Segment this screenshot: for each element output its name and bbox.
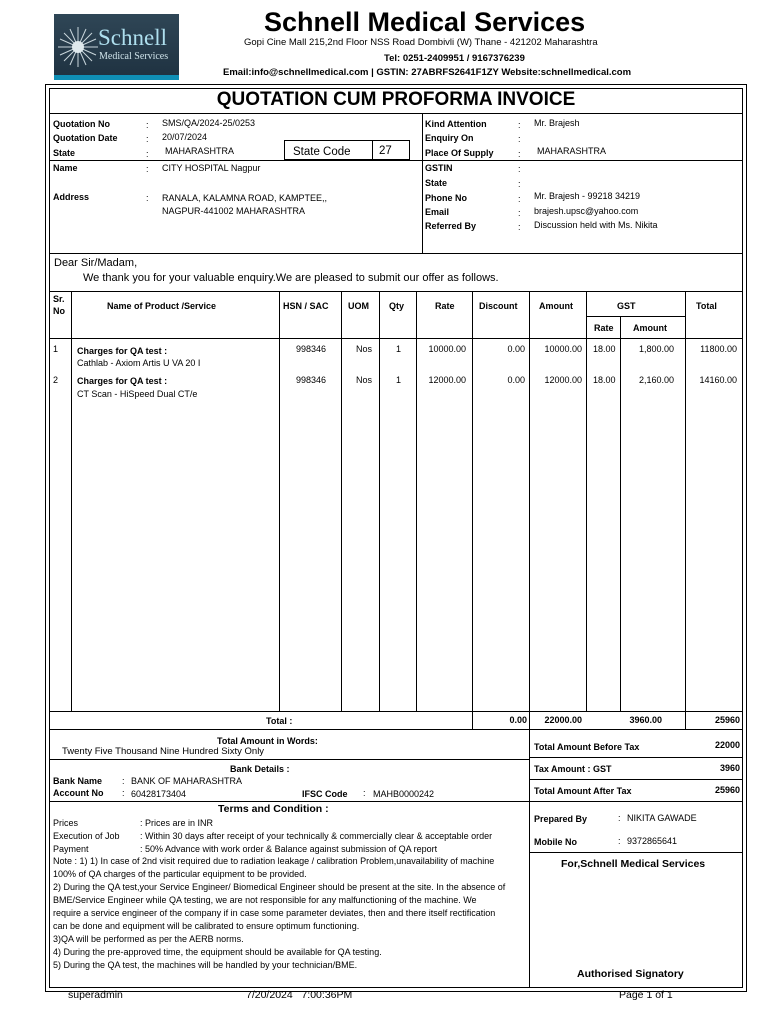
prices-value: : Prices are in INR (140, 818, 214, 828)
colon: : (363, 788, 366, 798)
execution-value: : Within 30 days after receipt of your technically & commercially clear & acceptable order (140, 831, 493, 841)
colon: : (618, 813, 621, 823)
row-qty: 1 (396, 344, 402, 354)
total-discount: 0.00 (509, 715, 527, 725)
name-label: Name (53, 163, 78, 173)
execution-label: Execution of Job (53, 831, 120, 841)
terms-note: Note : 1) 1) In case of 2nd visit required due to radiation leakage / calibration Problem,unavailability of machine (53, 856, 495, 866)
colon: : (518, 222, 521, 232)
terms-note: 4) During the pre-approved time, the equipment should be available for QA testing. (53, 947, 382, 957)
prepared-by-label: Prepared By (534, 814, 588, 824)
referred-by-label: Referred By (425, 221, 477, 231)
kind-attention-value: Mr. Brajesh (534, 118, 580, 128)
row-hsn: 998346 (296, 375, 327, 385)
place-of-supply-label: Place Of Supply (425, 148, 494, 158)
email-value: brajesh.upsc@yahoo.com (534, 206, 639, 216)
customer-name: CITY HOSPITAL Nagpur (162, 163, 261, 173)
logo-strip (54, 75, 179, 80)
tax-label: Tax Amount : GST (534, 764, 612, 774)
terms-heading: Terms and Condition : (218, 803, 329, 815)
payment-value: : 50% Advance with work order & Balance against submission of QA report (140, 844, 438, 854)
col-discount: Discount (479, 301, 518, 311)
colon: : (146, 193, 149, 203)
before-tax-value: 22000 (714, 740, 740, 750)
row-sr: 2 (53, 375, 59, 385)
company-address: Gopi Cine Mall 215,2nd Floor NSS Road Dombivli (W) Thane - 421202 Maharashtra (244, 37, 598, 48)
quotation-date-label: Quotation Date (53, 133, 118, 143)
account-value: 60428173404 (131, 789, 187, 799)
colon: : (618, 836, 621, 846)
greeting: Dear Sir/Madam, (54, 257, 138, 269)
colon: : (518, 149, 521, 159)
mobile-value: 9372865641 (627, 836, 678, 846)
row-gst-rate: 18.00 (593, 375, 616, 385)
footer-datetime: 7/20/2024 7:00:36PM (246, 989, 353, 1001)
doc-title: QUOTATION CUM PROFORMA INVOICE (216, 89, 576, 110)
grand-total: 25960 (714, 715, 740, 725)
bank-heading: Bank Details : (230, 764, 290, 774)
terms-note: require a service engineer of the company if in case some parameter deviates, then and there itself rectification (53, 908, 496, 918)
kind-attention-label: Kind Attention (425, 119, 487, 129)
total-amount: 22000.00 (544, 715, 582, 725)
for-company: For,Schnell Medical Services (561, 858, 706, 870)
email-label: Email (425, 207, 450, 217)
terms-note: 3)QA will be performed as per the AERB norms. (53, 934, 244, 944)
total-gst: 3960.00 (629, 715, 662, 725)
terms-note: can be done and equipment will be calibrated to ensure optimum functioning. (53, 921, 360, 931)
row-sr: 1 (53, 344, 59, 354)
row-discount: 0.00 (507, 344, 525, 354)
row-title: Charges for QA test : (77, 346, 168, 356)
row-total: 11800.00 (700, 344, 737, 354)
row-desc: Cathlab - Axiom Artis U VA 20 I (77, 358, 201, 368)
before-tax-label: Total Amount Before Tax (534, 742, 640, 752)
colon: : (518, 134, 521, 144)
company-logo (54, 14, 179, 80)
logo-subtitle: Medical Services (99, 51, 169, 62)
colon: : (518, 179, 521, 189)
starburst-icon (56, 25, 100, 69)
address-line-2: NAGPUR-441002 MAHARASHTRA (162, 206, 306, 216)
row-amount: 10000.00 (544, 344, 582, 354)
colon: : (518, 164, 521, 174)
colon: : (122, 776, 125, 786)
row-gst-amount: 1,800.00 (638, 344, 674, 354)
col-rate: Rate (435, 301, 455, 311)
col-total: Total (696, 301, 717, 311)
state-label: State (53, 148, 76, 158)
address-line-1: RANALA, KALAMNA ROAD, KAMPTEE,, (162, 193, 328, 203)
quotation-no-value: SMS/QA/2024-25/0253 (162, 118, 256, 128)
phone-value: Mr. Brajesh - 99218 34219 (534, 191, 641, 201)
company-contact: Email:info@schnellmedical.com | GSTIN: 27ABRFS2641F1ZY Website:schnellmedical.com (223, 67, 632, 78)
row-rate: 10000.00 (428, 344, 466, 354)
row-gst-rate: 18.00 (593, 344, 616, 354)
col-uom: UOM (348, 301, 369, 311)
col-gst: GST (617, 301, 636, 311)
state-code-label: State Code (293, 146, 351, 158)
payment-label: Payment (53, 844, 89, 854)
authorised-signatory: Authorised Signatory (577, 968, 684, 980)
row-uom: Nos (356, 344, 373, 354)
prepared-by-value: NIKITA GAWADE (627, 813, 697, 823)
col-hsn: HSN / SAC (283, 301, 329, 311)
after-tax-label: Total Amount After Tax (534, 786, 632, 796)
tax-value: 3960 (719, 763, 740, 773)
colon: : (518, 120, 521, 130)
col-gst-rate: Rate (594, 323, 614, 333)
company-tel: Tel: 0251-2409951 / 9167376239 (384, 53, 525, 64)
row-hsn: 998346 (296, 344, 327, 354)
total-label: Total : (266, 716, 293, 726)
col-qty: Qty (389, 301, 405, 311)
row-total: 14160.00 (699, 375, 737, 385)
right-state-label: State (425, 178, 448, 188)
after-tax-value: 25960 (714, 785, 740, 795)
gstin-label: GSTIN (425, 163, 453, 173)
colon: : (518, 194, 521, 204)
intro-text: We thank you for your valuable enquiry.We are pleased to submit our offer as follows. (83, 272, 499, 284)
colon: : (518, 208, 521, 218)
colon: : (146, 134, 149, 144)
terms-note: 100% of QA charges of the particular equipment to be provided. (53, 869, 307, 879)
footer-user: superadmin (68, 989, 123, 1001)
ifsc-label: IFSC Code (302, 789, 348, 799)
row-uom: Nos (356, 375, 373, 385)
col-no: No (53, 306, 65, 316)
words-value: Twenty Five Thousand Nine Hundred Sixty Only (62, 746, 265, 757)
company-name: Schnell Medical Services (264, 7, 586, 37)
quotation-date-value: 20/07/2024 (162, 132, 208, 142)
words-label: Total Amount in Words: (217, 736, 318, 746)
footer-page: Page 1 of 1 (619, 989, 673, 1001)
state-code-value: 27 (379, 145, 392, 157)
colon: : (122, 788, 125, 798)
mobile-label: Mobile No (534, 837, 577, 847)
enquiry-on-label: Enquiry On (425, 133, 474, 143)
colon: : (146, 149, 149, 159)
place-of-supply-value: MAHARASHTRA (537, 146, 607, 156)
row-amount: 12000.00 (544, 375, 582, 385)
state-value: MAHARASHTRA (165, 146, 235, 156)
col-amount: Amount (539, 301, 573, 311)
terms-note: 2) During the QA test,your Service Engineer/ Biomedical Engineer should be present at the site. In the absence of (53, 882, 506, 892)
row-desc: CT Scan - HiSpeed Dual CT/e (77, 389, 198, 399)
colon: : (146, 120, 149, 130)
bank-name-label: Bank Name (53, 776, 103, 786)
row-qty: 1 (396, 375, 402, 385)
row-title: Charges for QA test : (77, 376, 168, 386)
ifsc-value: MAHB0000242 (373, 789, 435, 799)
col-gst-amount: Amount (633, 323, 667, 333)
row-discount: 0.00 (507, 375, 525, 385)
prices-label: Prices (53, 818, 79, 828)
terms-note: 5) During the QA test, the machines will be handled by your technician/BME. (53, 960, 358, 970)
address-label: Address (53, 192, 90, 202)
referred-by-value: Discussion held with Ms. Nikita (534, 220, 658, 230)
row-rate: 12000.00 (428, 375, 466, 385)
terms-note: BME/Service Engineer while QA testing, we are not responsible for any malfunctioning of the machine. We (53, 895, 477, 905)
logo-name: Schnell (98, 25, 167, 50)
col-product: Name of Product /Service (107, 301, 217, 311)
account-label: Account No (53, 788, 104, 798)
col-sr: Sr. (53, 294, 65, 304)
quotation-no-label: Quotation No (53, 119, 110, 129)
bank-name-value: BANK OF MAHARASHTRA (131, 776, 243, 786)
row-gst-amount: 2,160.00 (638, 375, 674, 385)
phone-label: Phone No (425, 193, 467, 203)
colon: : (146, 164, 149, 174)
